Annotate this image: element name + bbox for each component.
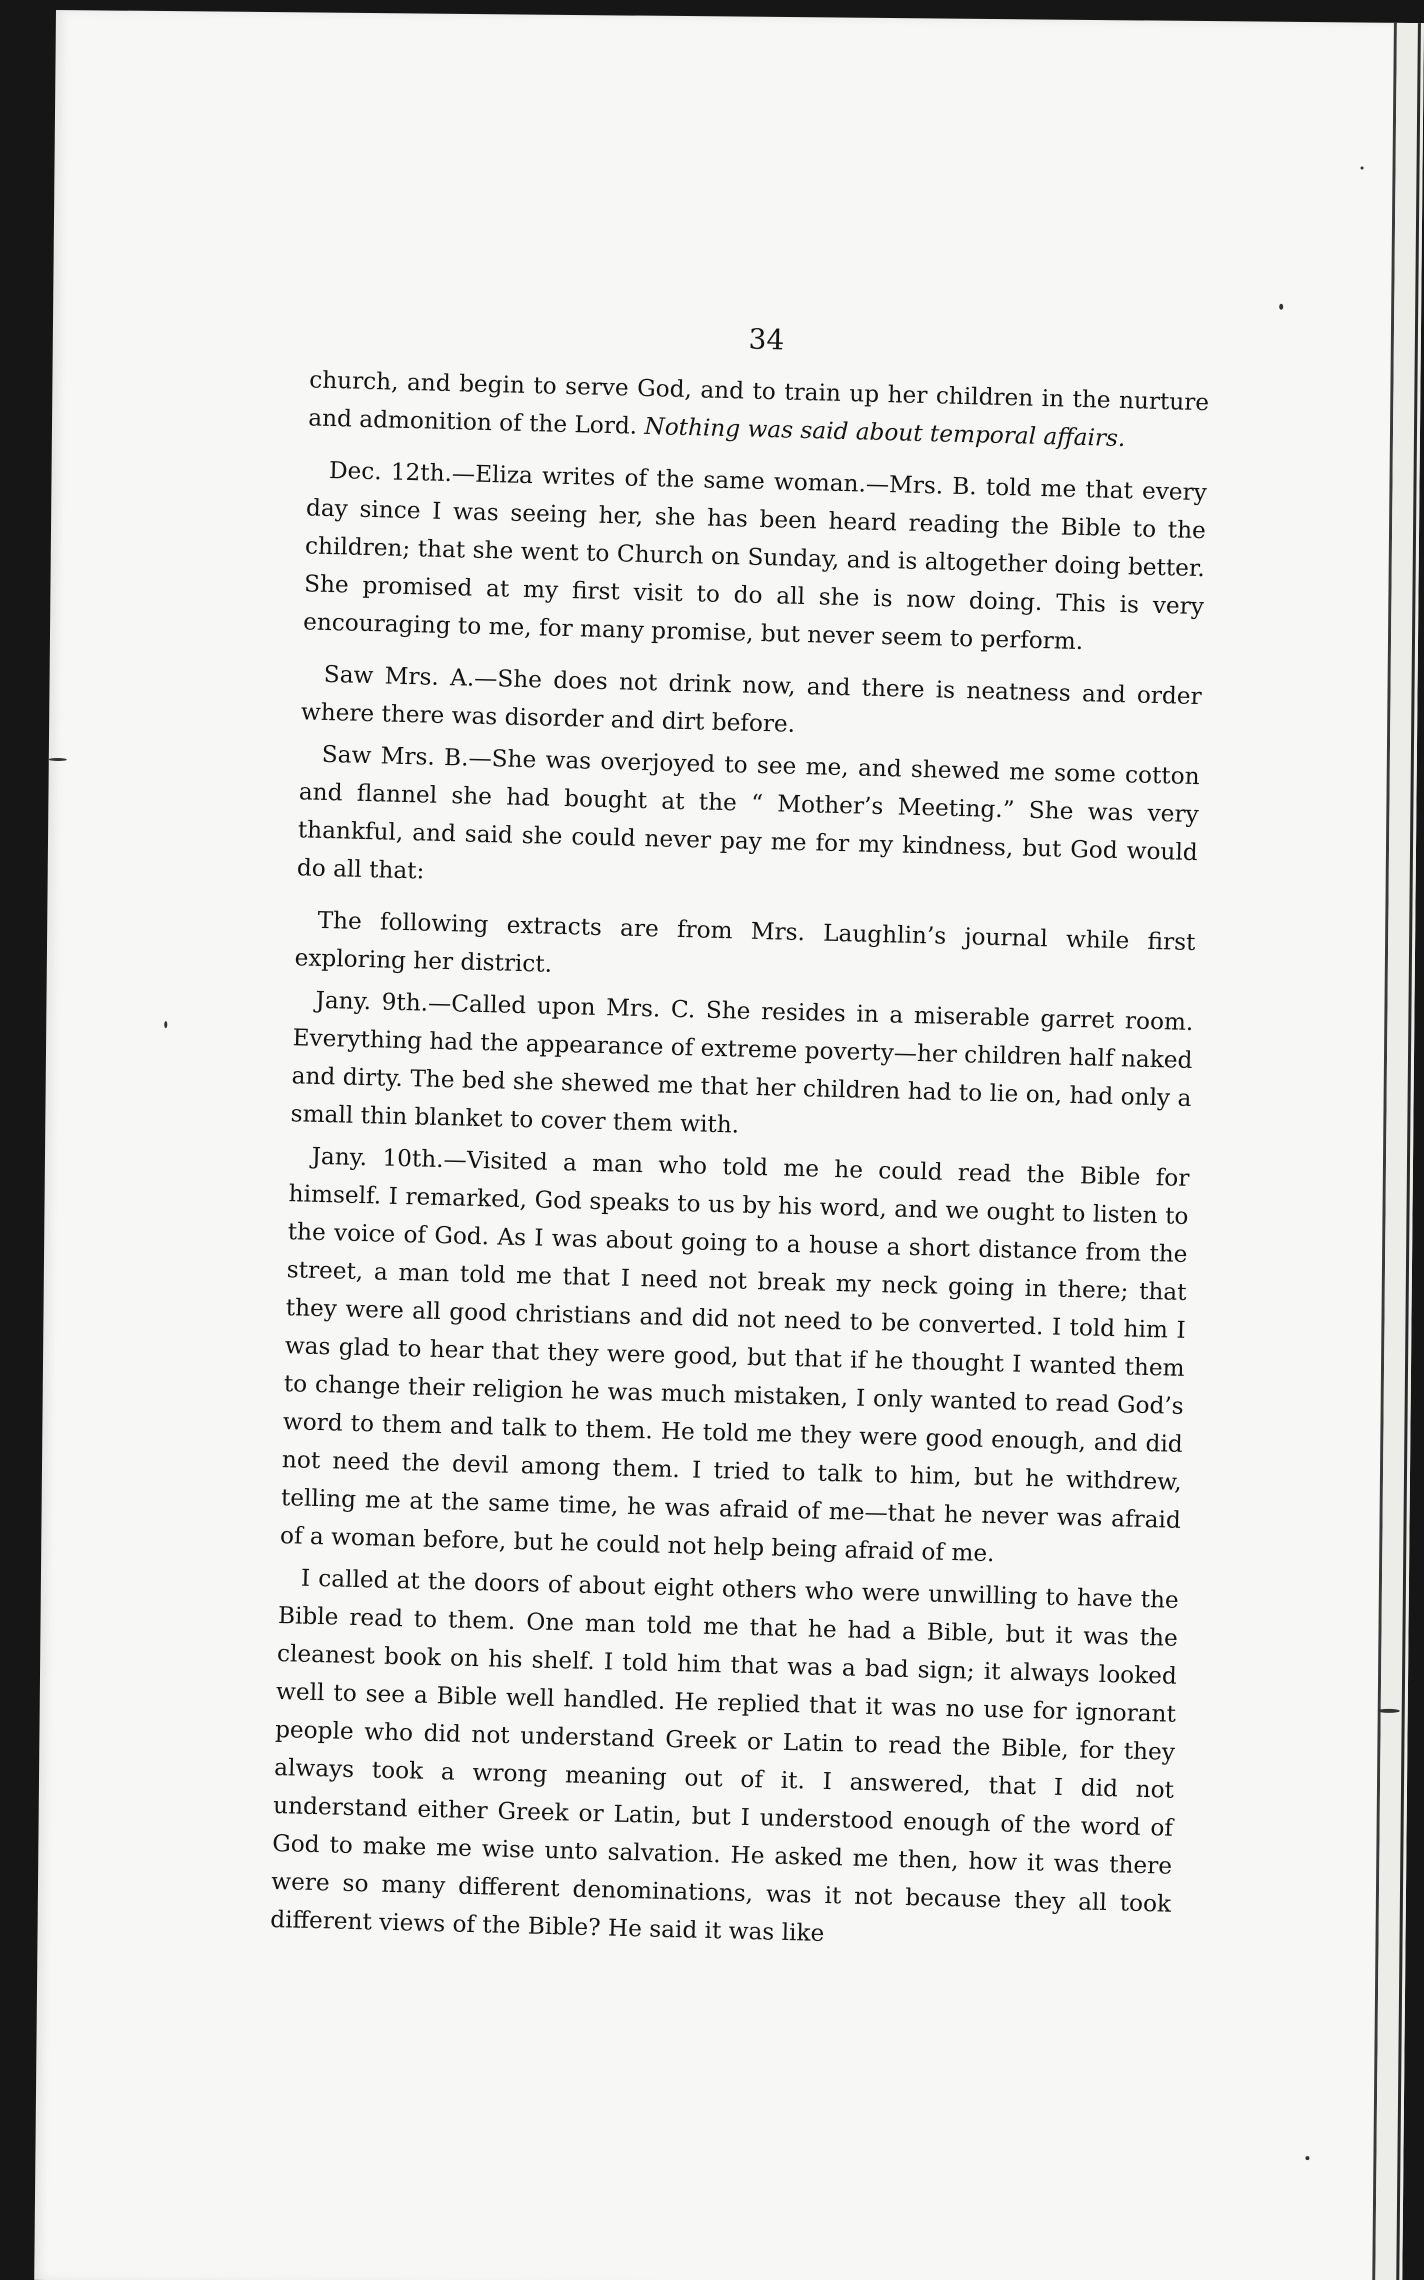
page-text [270,307,1211,1961]
paragraph-mrs-a: Saw Mrs. A.—She does not drink now, and there is neatness and order where there was disorder and dirt before. [300,660,1202,738]
ink-speck [1279,304,1283,310]
paragraph-jany-10: Jany. 10th.—Visited a man who told me he could read the Bible for himself. I remarked, God speaks to us by his word, and we ought to listen to the voice of God. As I was about going to a house a short distance from the street, a man told me that I need not break my neck going in there; that they were all good christians and did not need to be converted. I told him I was glad to hear that they were good, but that if he thought I wanted them to change their religion he was much mistaken, I only wanted to read God’s word to them and talk to them. He told me they were good enough, and did not need the devil among them. I tried to talk to him, but he withdrew, telling me at the same time, he was afraid of me—that he never was afraid of a woman before, but he could not help being afraid of me. [279,1142,1190,1568]
book-page [34,10,1424,2280]
italic-note: Nothing was said about temporal affairs. [644,412,1126,453]
paragraph-text: church, and begin to serve God, and to train up her children in the nurture and admonition of the Lord. [308,366,1210,440]
paragraph-mrs-b: Saw Mrs. B.—She was overjoyed to see me, and shewed me some cotton and flannel she had bought at the “ Mother’s Meeting.” She was very thankful, and said she could never pay me for my kindness, but God would do all that: [296,740,1200,885]
page-number: 34 [748,322,785,357]
ink-speck [1305,2156,1309,2160]
paragraph-continuation [308,361,1210,460]
paragraph-extracts-intro: The following extracts are from Mrs. Laughlin’s journal while first exploring her district. [294,906,1196,978]
ink-speck [1378,1709,1400,1713]
ink-speck [1361,167,1364,170]
ink-speck [164,1021,167,1028]
paragraph-jany-9: Jany. 9th.—Called upon Mrs. C. She resides in a miserable garret room. Everything had the appearance of extreme poverty—her children half naked and dirty. The bed she shewed me that her children had to lie on, had only a small thin blanket to cover them with. [290,986,1194,1139]
paragraph-eight-others: I called at the doors of about eight others who were unwilling to have the Bible read to them. One man told me that he had a Bible, but it was the cleanest book on his shelf. I told him that was a bad sign; it always looked well to see a Bible well handled. He replied that it was no use for ignorant people who did not understand Greek or Latin to read the Bible, for they always took a wrong meaning out of it. I answered, that I did not understand either Greek or Latin, but I understood enough of the word of God to make me wise unto salvation. He asked me then, how it was there were so many different denominations, was it not because they all took different views of the Bible? He said it was like [270,1564,1180,1947]
ink-speck [49,758,67,761]
paragraph-dec-12: Dec. 12th.—Eliza writes of the same woman.—Mrs. B. told me that every day since I was seeing her, she has been heard reading the Bible to the children; that she went to Church on Sunday, and is altogether doing better. She promised at my first visit to do all she is now doing. This is very encouraging to me, for many promise, but never seem to perform. [302,456,1208,656]
